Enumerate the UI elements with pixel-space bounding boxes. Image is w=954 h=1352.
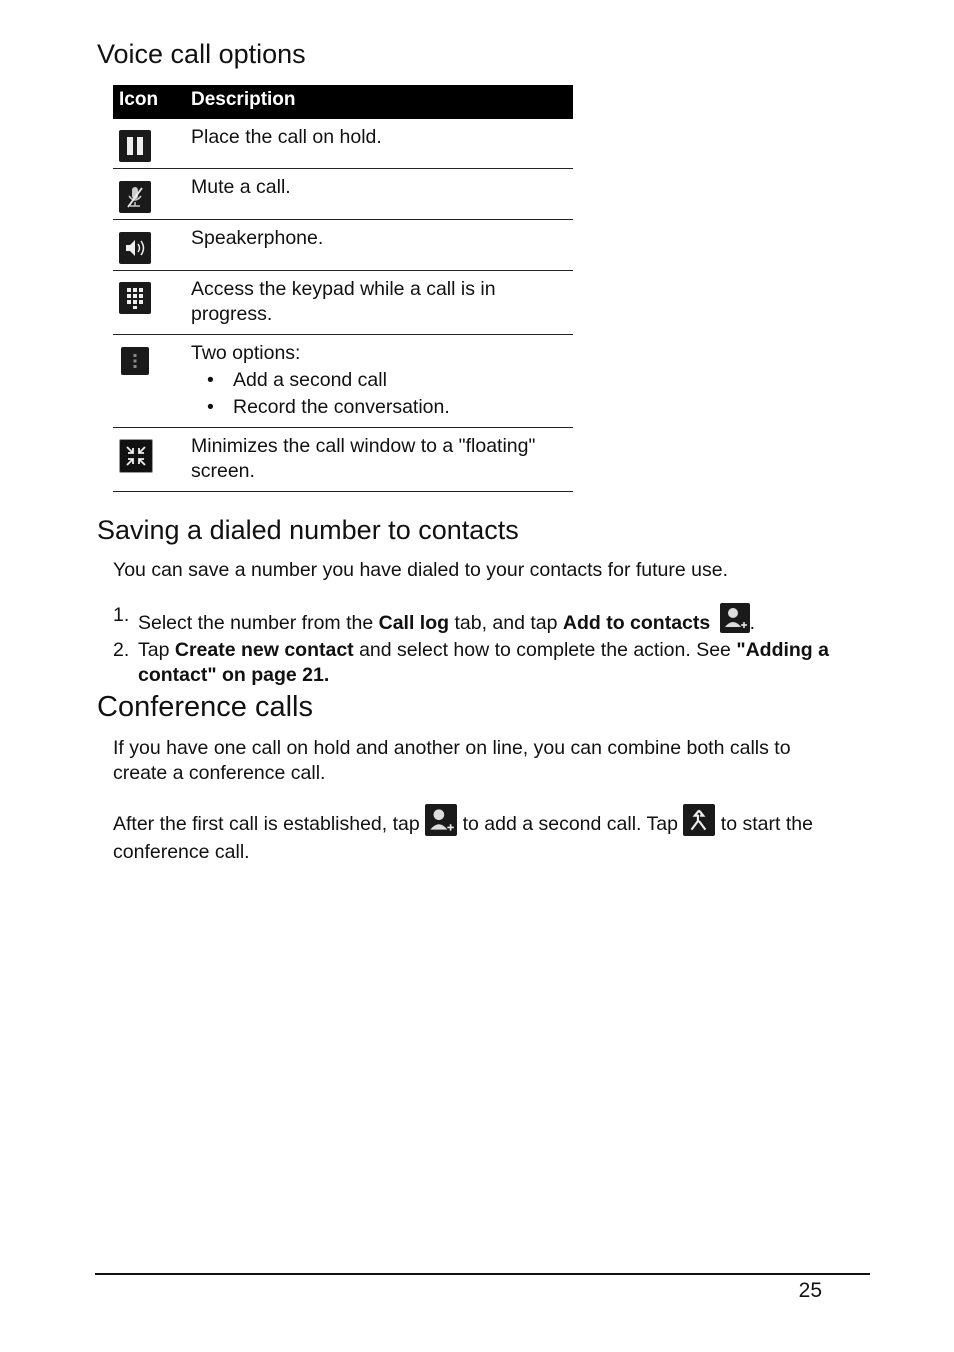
conference-paragraph-1: If you have one call on hold and another on line, you can combine both calls to create a conference call.: [113, 737, 791, 784]
section-heading-voice-call-options: Voice call options: [97, 39, 306, 69]
merge-calls-icon: [683, 804, 715, 836]
voice-call-options-table: [113, 85, 573, 492]
saving-steps: [113, 603, 873, 690]
list-item: 1. Select the number from the Call log tab, and tap Add to contacts .: [113, 604, 756, 634]
row-description: Place the call on hold.: [191, 126, 382, 148]
section-heading-saving: Saving a dialed number to contacts: [97, 515, 519, 545]
conference-paragraph-2: After the first call is established, tap to add a second call. Tap to start the conference call.: [113, 804, 863, 866]
add-contact-icon: [720, 603, 750, 633]
row-description: Minimizes the call window to a "floating" screen.: [191, 435, 536, 482]
add-call-icon: [425, 804, 457, 836]
table-row: [113, 220, 573, 271]
two-options-label: Two options:: [191, 342, 301, 364]
list-item: 2. Tap Create new contact and select how to complete the action. See "Adding a contact" on page 21.: [113, 639, 829, 686]
table-header: [113, 85, 573, 119]
footer-divider: [95, 1273, 870, 1275]
row-description: Access the keypad while a call is in progress.: [191, 278, 496, 325]
list-item: • Record the conversation.: [191, 395, 571, 420]
table-row: [113, 271, 573, 335]
keypad-icon: [119, 282, 151, 314]
row-description: [191, 341, 571, 420]
mute-mic-icon: [119, 181, 151, 213]
list-item: • Add a second call: [191, 368, 571, 393]
col-description-header: Description: [191, 89, 296, 110]
table-row: [113, 335, 573, 428]
saving-intro: You can save a number you have dialed to your contacts for future use.: [113, 559, 728, 581]
more-options-icon: [121, 347, 149, 375]
speaker-icon: [119, 232, 151, 264]
table-row: [113, 119, 573, 169]
page-number: 25: [798, 1279, 822, 1302]
table-row: [113, 428, 573, 492]
minimize-icon: [119, 439, 153, 473]
table-row: [113, 169, 573, 220]
section-heading-conference: Conference calls: [97, 691, 313, 723]
row-description: Mute a call.: [191, 176, 291, 198]
pause-icon: [119, 130, 151, 162]
col-icon-header: Icon: [119, 89, 159, 110]
row-description: Speakerphone.: [191, 227, 324, 249]
